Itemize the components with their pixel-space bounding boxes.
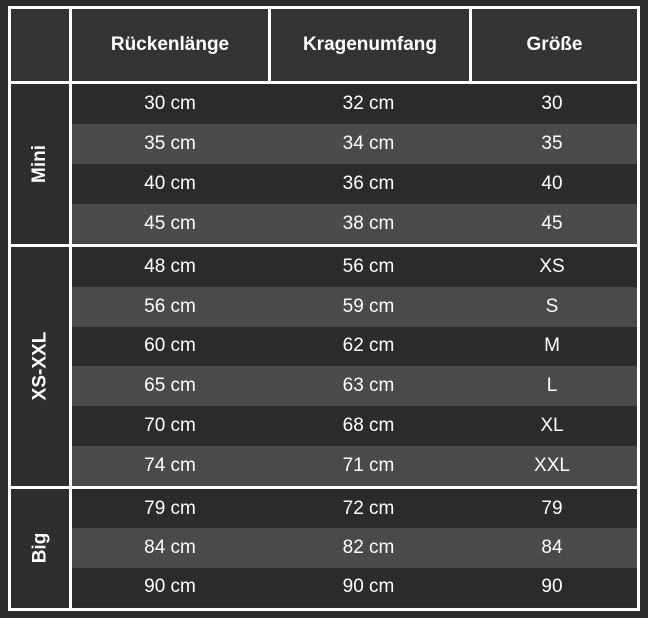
cell-groesse: 84 [541, 537, 563, 559]
header-kragenumfang: Kragenumfang [271, 9, 469, 81]
cell-groesse: 30 [541, 93, 563, 114]
cell-rueckenlaenge: 35 cm [144, 133, 196, 154]
group-label-2 [11, 489, 69, 607]
cell-groesse: 45 [541, 213, 563, 234]
group-label-1 [11, 247, 69, 486]
cell-kragenumfang: 36 cm [342, 173, 395, 194]
cell-groesse: 35 [541, 133, 563, 154]
table-row [72, 164, 637, 204]
cell-rueckenlaenge: 79 cm [144, 497, 196, 519]
header-rueckenlaenge: Rückenlänge [72, 9, 268, 81]
header-groesse: Größe [472, 9, 637, 81]
cell-kragenumfang: 63 cm [342, 375, 395, 397]
cell-kragenumfang: 62 cm [342, 335, 395, 357]
cell-rueckenlaenge: 40 cm [144, 173, 196, 194]
table-row [72, 247, 637, 287]
cell-groesse: 40 [541, 173, 563, 194]
table-row [72, 287, 637, 327]
cell-kragenumfang: 32 cm [342, 93, 395, 114]
cell-kragenumfang: 38 cm [342, 213, 395, 234]
cell-groesse: 90 [541, 576, 563, 598]
size-table [8, 6, 640, 611]
table-row [72, 568, 637, 607]
cell-kragenumfang: 82 cm [342, 537, 395, 559]
cell-rueckenlaenge: 84 cm [144, 537, 196, 559]
cell-kragenumfang: 68 cm [342, 415, 395, 437]
cell-groesse: XXL [534, 454, 570, 476]
table-row [72, 489, 637, 528]
table-row [72, 446, 637, 486]
cell-rueckenlaenge: 70 cm [144, 415, 196, 437]
cell-rueckenlaenge: 74 cm [144, 454, 196, 476]
cell-groesse: XL [540, 415, 564, 437]
divider-header-2 [469, 9, 472, 81]
table-row [72, 406, 637, 446]
cell-rueckenlaenge: 60 cm [144, 335, 196, 357]
cell-rueckenlaenge: 30 cm [144, 93, 196, 114]
cell-groesse: L [546, 375, 558, 397]
cell-kragenumfang: 90 cm [342, 576, 395, 598]
table-row [72, 204, 637, 244]
cell-rueckenlaenge: 65 cm [144, 375, 196, 397]
table-row [72, 84, 637, 124]
cell-groesse: XS [539, 255, 565, 277]
table-row [72, 528, 637, 567]
cell-kragenumfang: 56 cm [342, 255, 395, 277]
cell-kragenumfang: 71 cm [342, 454, 395, 476]
group-label-0 [11, 84, 69, 244]
cell-groesse: S [545, 295, 559, 317]
cell-groesse: 79 [541, 497, 563, 519]
group-label-text: Big [28, 532, 50, 564]
cell-groesse: M [544, 335, 560, 357]
cell-kragenumfang: 34 cm [342, 133, 395, 154]
header-blank-cell [11, 9, 69, 81]
table-row [72, 124, 637, 164]
table-row [72, 366, 637, 406]
group-label-text: Mini [29, 145, 50, 183]
cell-rueckenlaenge: 90 cm [144, 576, 196, 598]
cell-rueckenlaenge: 45 cm [144, 213, 196, 234]
cell-kragenumfang: 72 cm [342, 497, 395, 519]
cell-kragenumfang: 59 cm [342, 295, 395, 317]
table-row [72, 327, 637, 367]
cell-rueckenlaenge: 48 cm [144, 255, 196, 277]
divider-header-1 [268, 9, 271, 81]
cell-rueckenlaenge: 56 cm [144, 295, 196, 317]
group-label-text: XS-XXL [29, 332, 50, 401]
